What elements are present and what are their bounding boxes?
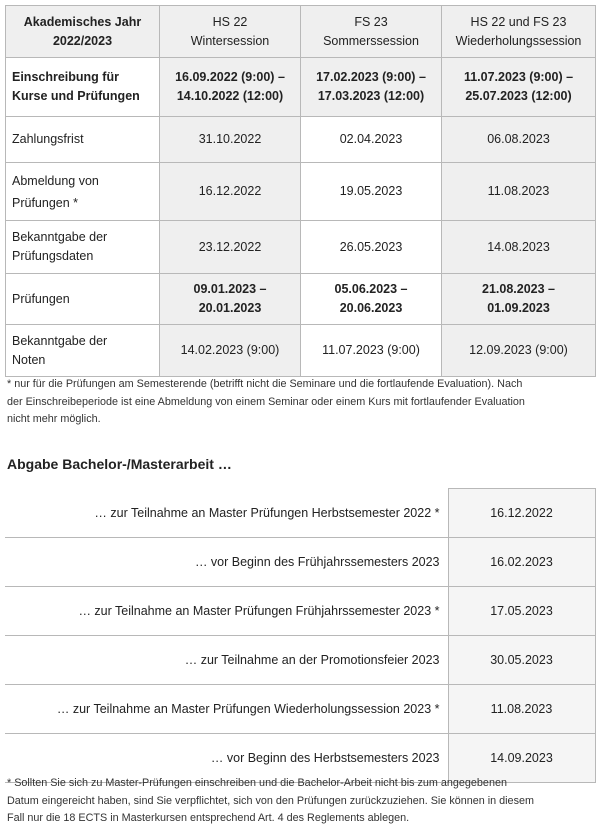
- footnote-deregistration: * nur für die Prüfungen am Semesterende (betrifft nicht die Seminare und die fortlaufende Evaluation). Nach der Einschreibeperiode ist eine Abmeldung von einem Seminar oder einem Kurs mit fortlaufender Evaluation nicht mehr möglich.: [7, 378, 525, 425]
- table-row: [5, 538, 595, 587]
- footnote-master-exams: * Sollten Sie sich zu Master-Prüfungen einschreiben und die Bachelor-Arbeit nicht bis zum angegebenen Datum eingereicht haben, sind Sie verpflichtet, sich von den Prüfungen zurückzuziehen. Sie können in diesem Fall nur die 18 ECTS in Masterkursen entsprechend Art. 4 des Reglements ablegen.: [7, 777, 534, 824]
- row-label: Bekanntgabe der Prüfungsdaten: [6, 221, 160, 274]
- cell-value: 02.04.2023: [301, 117, 442, 163]
- cell-value: 23.12.2022: [160, 221, 301, 274]
- row-label: Einschreibung für Kurse und Prüfungen: [6, 58, 160, 117]
- table-row: [6, 58, 596, 117]
- row-label: Zahlungsfrist: [6, 117, 160, 163]
- table-row: [6, 221, 596, 274]
- submission-date: 16.02.2023: [448, 538, 595, 587]
- cell-value: 31.10.2022: [160, 117, 301, 163]
- submission-date: 14.09.2023: [448, 734, 595, 783]
- cell-value: 26.05.2023: [301, 221, 442, 274]
- cell-value: 17.02.2023 (9:00) – 17.03.2023 (12:00): [301, 58, 442, 117]
- table-row: [5, 489, 595, 538]
- submission-label: … zur Teilnahme an Master Prüfungen Wiederholungssession 2023 *: [5, 685, 448, 734]
- submission-label: … zur Teilnahme an Master Prüfungen Herbstsemester 2022 *: [5, 489, 448, 538]
- submission-date: 11.08.2023: [448, 685, 595, 734]
- header-hs22: HS 22 Wintersession: [160, 6, 301, 58]
- cell-value: 11.07.2023 (9:00): [301, 325, 442, 377]
- cell-value: 06.08.2023: [442, 117, 596, 163]
- submission-label: … zur Teilnahme an der Promotionsfeier 2023: [5, 636, 448, 685]
- header-retake: HS 22 und FS 23 Wiederholungssession: [442, 6, 596, 58]
- table-row: [5, 636, 595, 685]
- cell-value: 11.08.2023: [442, 163, 596, 221]
- table-row: [5, 587, 595, 636]
- table-row: [6, 117, 596, 163]
- section-title: Abgabe Bachelor-/Masterarbeit …: [7, 456, 232, 472]
- table-row: [6, 274, 596, 325]
- submission-date: 16.12.2022: [448, 489, 595, 538]
- header-corner: Akademisches Jahr 2022/2023: [6, 6, 160, 58]
- table-row: [6, 325, 596, 377]
- submission-label: … vor Beginn des Herbstsemesters 2023: [5, 734, 448, 783]
- cell-value: 14.02.2023 (9:00): [160, 325, 301, 377]
- cell-value: 16.12.2022: [160, 163, 301, 221]
- cell-value: 09.01.2023 – 20.01.2023: [160, 274, 301, 325]
- row-label: Bekanntgabe der Noten: [6, 325, 160, 377]
- row-label: Prüfungen: [6, 274, 160, 325]
- submission-date: 30.05.2023: [448, 636, 595, 685]
- exam-schedule-table: [5, 5, 596, 377]
- cell-value: 14.08.2023: [442, 221, 596, 274]
- cell-value: 16.09.2022 (9:00) – 14.10.2022 (12:00): [160, 58, 301, 117]
- cell-value: 11.07.2023 (9:00) – 25.07.2023 (12:00): [442, 58, 596, 117]
- submission-deadlines-table: [5, 488, 596, 783]
- table-row: [6, 163, 596, 221]
- table-row: [5, 685, 595, 734]
- row-label: Abmeldung von Prüfungen *: [6, 163, 160, 221]
- header-fs23: FS 23 Sommerssession: [301, 6, 442, 58]
- cell-value: 12.09.2023 (9:00): [442, 325, 596, 377]
- cell-value: 05.06.2023 – 20.06.2023: [301, 274, 442, 325]
- submission-date: 17.05.2023: [448, 587, 595, 636]
- table-header-row: [6, 6, 596, 58]
- submission-label: … zur Teilnahme an Master Prüfungen Frühjahrssemester 2023 *: [5, 587, 448, 636]
- cell-value: 21.08.2023 – 01.09.2023: [442, 274, 596, 325]
- cell-value: 19.05.2023: [301, 163, 442, 221]
- submission-label: … vor Beginn des Frühjahrssemesters 2023: [5, 538, 448, 587]
